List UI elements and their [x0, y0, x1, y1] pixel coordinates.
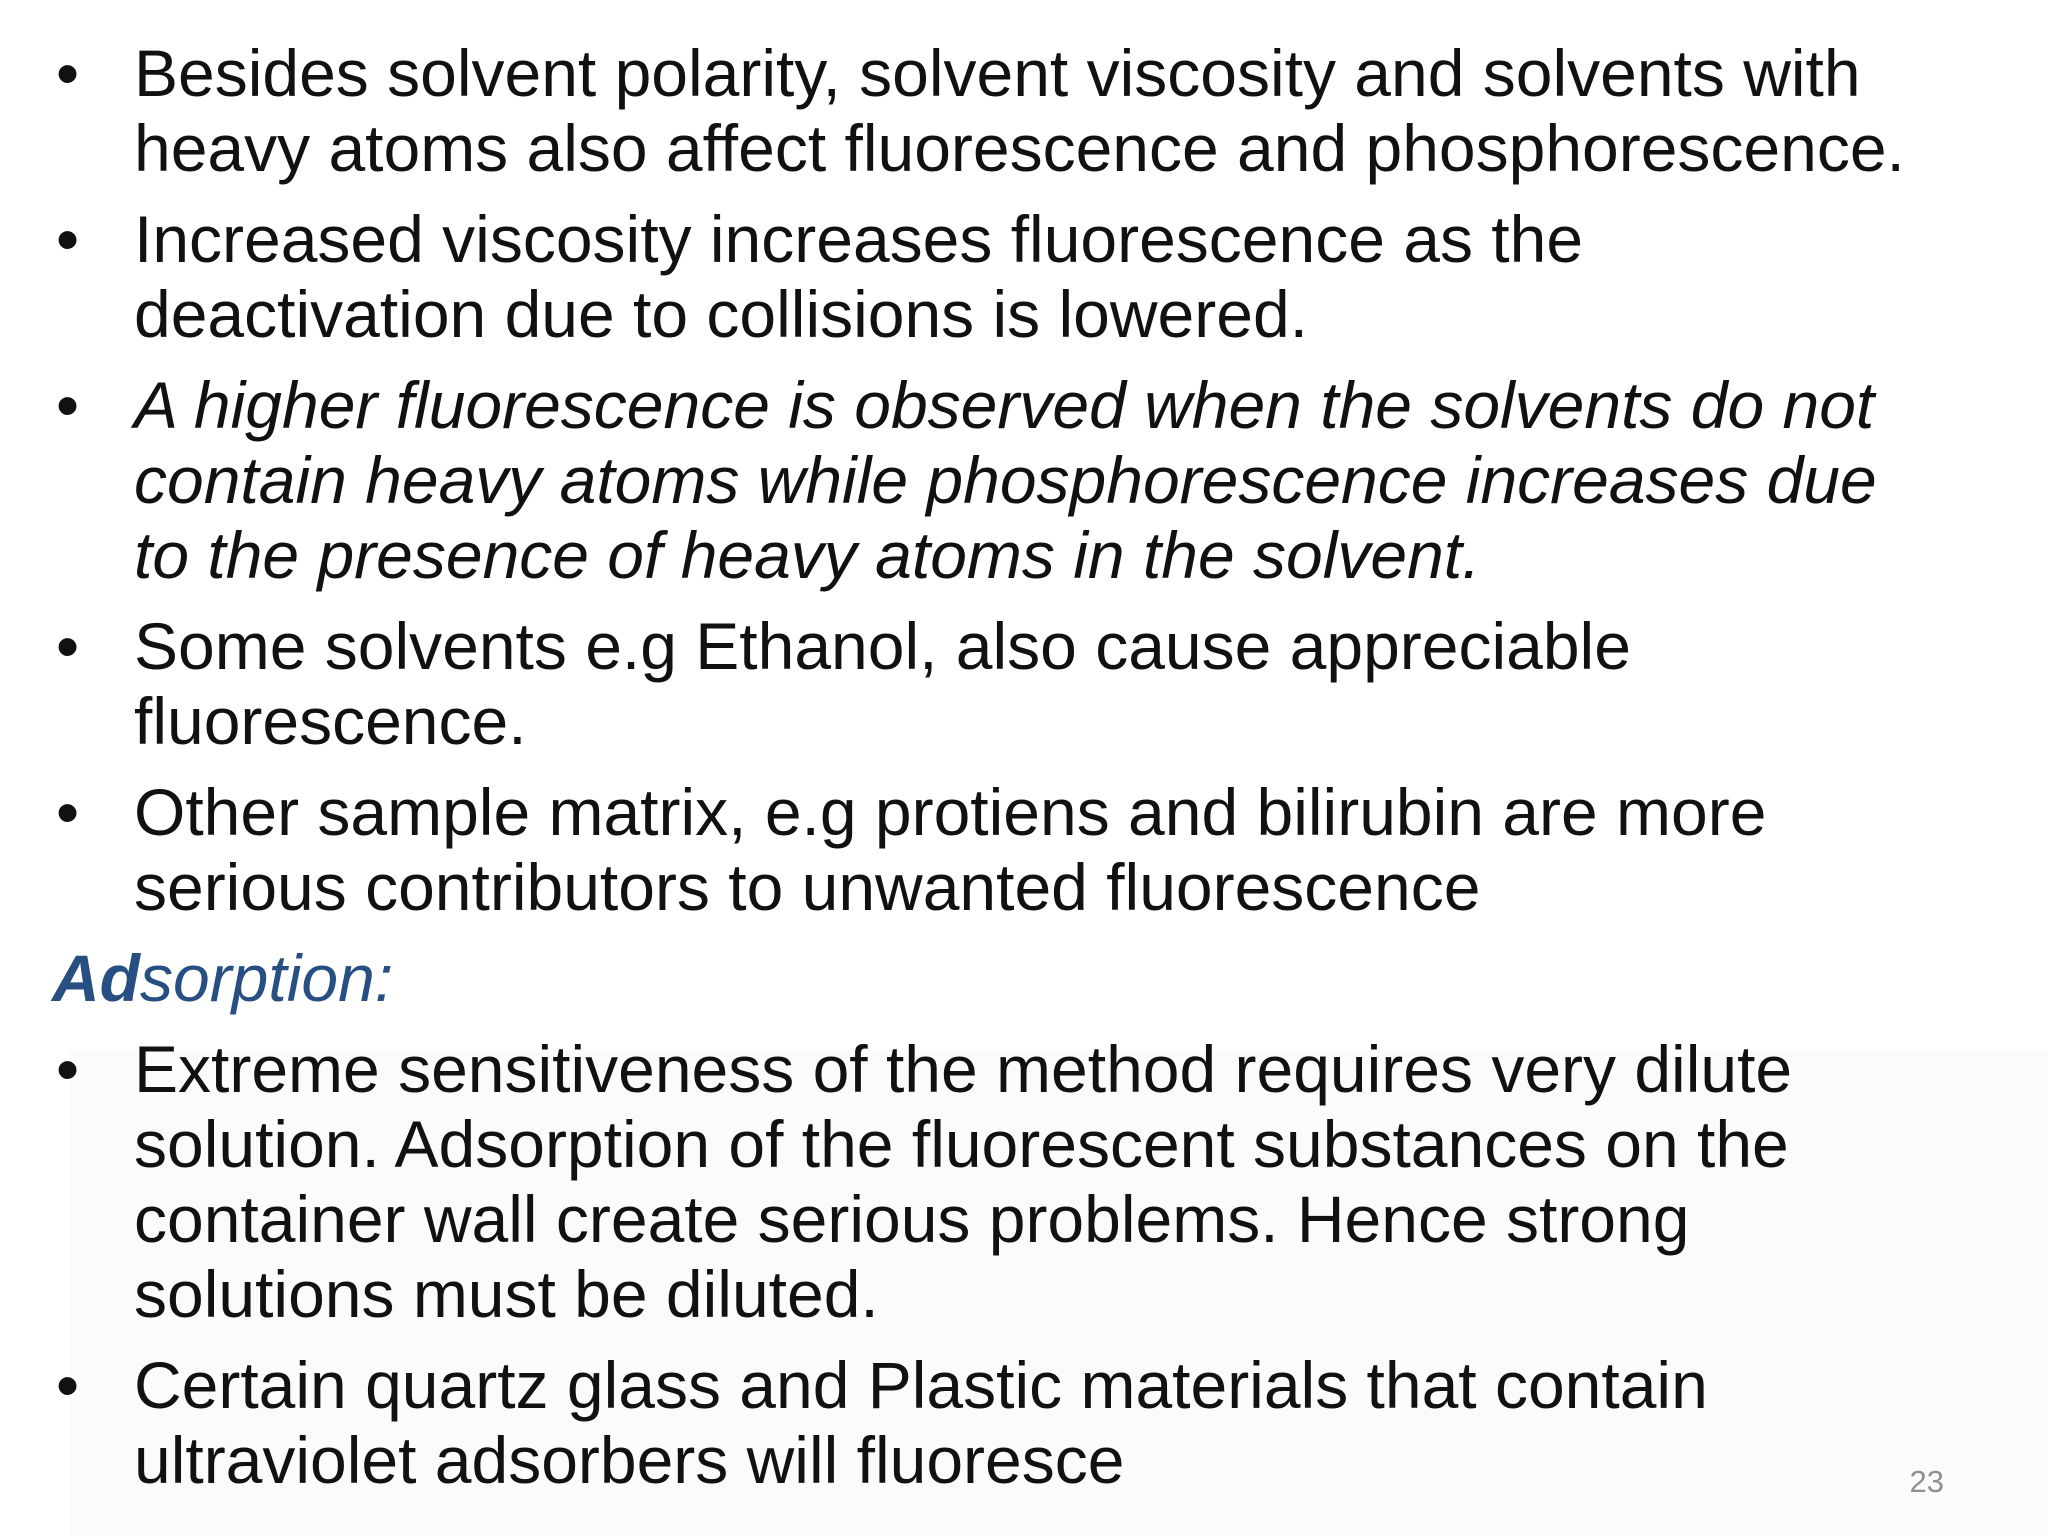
bullet-text — [134, 609, 2017, 759]
bullet-text-line: A higher fluorescence is observed when the solvents do not — [134, 368, 1875, 442]
bullet-text — [134, 202, 2017, 352]
bullet-item — [52, 202, 2017, 352]
bullet-list-adsorption — [52, 1032, 2017, 1498]
bullet-text-line: deactivation due to collisions is lowered. — [134, 277, 1308, 351]
bullet-dot-icon: • — [56, 775, 80, 849]
bullet-text-line: Besides solvent polarity, solvent viscosity and solvents with — [134, 36, 1861, 110]
section-heading-adsorption — [52, 941, 2017, 1016]
heading-bold-part: Ad — [52, 941, 140, 1015]
bullet-text-line: serious contributors to unwanted fluorescence — [134, 850, 1481, 924]
bullet-text-line: Increased viscosity increases fluorescence as the — [134, 202, 1584, 276]
bullet-dot-icon: • — [56, 368, 80, 442]
bullet-text — [134, 1348, 2017, 1498]
bullet-text-line: Other sample matrix, e.g protiens and bilirubin are more — [134, 775, 1767, 849]
page-number: 23 — [1909, 1464, 1944, 1499]
bullet-item — [52, 775, 2017, 925]
bullet-text-line: heavy atoms also affect fluorescence and phosphorescence. — [134, 111, 1905, 185]
bullet-text — [134, 368, 2017, 593]
heading-rest: sorption: — [139, 941, 394, 1015]
bullet-dot-icon: • — [56, 609, 80, 683]
bullet-dot-icon: • — [56, 1032, 80, 1106]
bullet-item — [52, 36, 2017, 186]
bullet-text-line: ultraviolet adsorbers will fluoresce — [134, 1423, 1125, 1497]
bullet-item — [52, 368, 2017, 593]
bullet-text-line: container wall create serious problems. Hence strong — [134, 1182, 1690, 1256]
bullet-text — [134, 36, 2017, 186]
bullet-text — [134, 775, 2017, 925]
bullet-text-line: fluorescence. — [134, 684, 527, 758]
bullet-item — [52, 609, 2017, 759]
bullet-text-line: to the presence of heavy atoms in the solvent. — [134, 518, 1481, 592]
bullet-dot-icon: • — [56, 36, 80, 110]
bullet-dot-icon: • — [56, 202, 80, 276]
slide-content — [52, 36, 2017, 1514]
bullet-item — [52, 1348, 2017, 1498]
bullet-text-line: solutions must be diluted. — [134, 1257, 879, 1331]
bullet-text-line: Extreme sensitiveness of the method requires very dilute — [134, 1032, 1793, 1106]
bullet-dot-icon: • — [56, 1348, 80, 1422]
bullet-text-line: Certain quartz glass and Plastic materials that contain — [134, 1348, 1708, 1422]
bullet-text-line: Some solvents e.g Ethanol, also cause appreciable — [134, 609, 1631, 683]
bullet-text — [134, 1032, 2017, 1332]
bullet-text-line: contain heavy atoms while phosphorescence increases due — [134, 443, 1877, 517]
bullet-list-solvent-effects — [52, 36, 2017, 925]
bullet-item — [52, 1032, 2017, 1332]
bullet-text-line: solution. Adsorption of the fluorescent substances on the — [134, 1107, 1789, 1181]
